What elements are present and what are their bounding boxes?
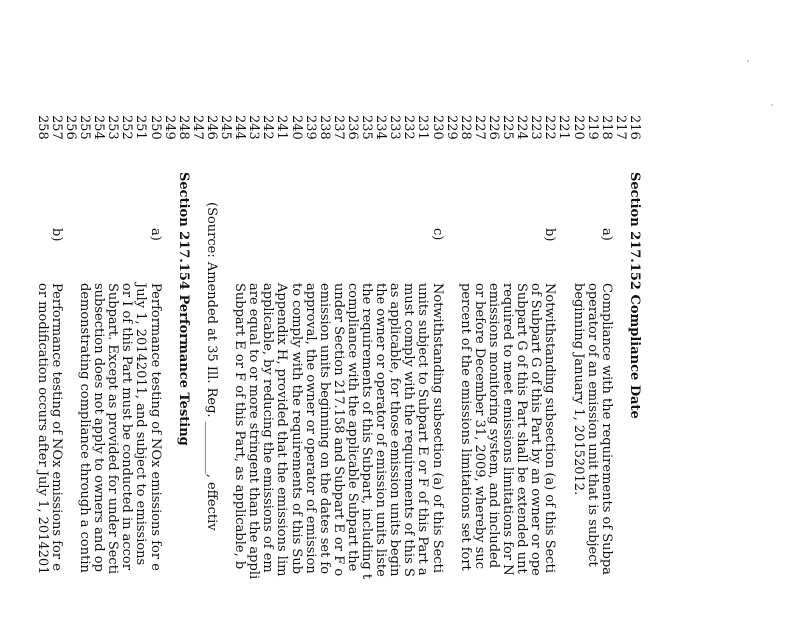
document-line <box>487 0 500 618</box>
line-number: 216 <box>627 115 642 140</box>
line-number: 248 <box>175 115 191 140</box>
line-number: 230 <box>429 115 445 140</box>
document-line <box>388 0 401 618</box>
document-line <box>50 0 63 618</box>
line-number: 217 <box>612 115 628 140</box>
line-text: under Section 217.158 and Subpart E or F o <box>330 283 346 577</box>
line-number: 252 <box>119 115 135 140</box>
line-number: 224 <box>514 115 530 140</box>
document-line <box>205 0 218 618</box>
line-text: as applicable, for those emission units begin <box>387 283 403 577</box>
document-line <box>445 0 458 618</box>
line-text: Appendix H, provided that the emissions lim <box>274 283 290 577</box>
line-number: 235 <box>359 115 375 140</box>
document-line <box>402 0 415 618</box>
document-line <box>431 0 444 618</box>
line-number: 229 <box>443 115 459 140</box>
line-text: compliance with the applicable Subpart the <box>345 283 360 572</box>
line-number: 239 <box>302 115 318 140</box>
document-line <box>261 0 274 618</box>
document-line <box>78 0 91 618</box>
line-number: 220 <box>570 115 586 140</box>
document-line <box>501 0 514 618</box>
document-line <box>473 0 486 618</box>
document-line <box>346 0 359 618</box>
line-number: 258 <box>34 115 50 140</box>
document-line <box>191 0 204 618</box>
subsection-label: c) <box>429 228 445 241</box>
line-number: 251 <box>133 115 149 140</box>
line-number: 238 <box>316 115 332 140</box>
line-text: emission units beginning on the dates set fo <box>316 283 332 575</box>
line-text: or modification occurs after July 1, 2014201 <box>34 283 50 575</box>
document-line <box>628 0 641 618</box>
document-line <box>149 0 162 618</box>
line-text: beginning January 1, 20152012. <box>570 283 586 496</box>
line-number: 250 <box>147 115 163 140</box>
line-text: approval, the owner or operator of emission <box>302 283 318 574</box>
document-line <box>614 0 627 618</box>
line-text: units subject to Subpart E or F of this Part a <box>415 283 431 576</box>
line-text: demonstrating compliance through a contin <box>77 283 93 573</box>
line-text: Subpart E or F of this Part, as applicable, b <box>232 283 248 570</box>
line-text: the owner or operator of emission units liste <box>373 283 389 577</box>
line-text: the requirements of this Subpart, including t <box>359 283 375 580</box>
document-line <box>600 0 613 618</box>
line-text: Notwithstanding subsection (a) of this Secti <box>429 283 445 573</box>
document-line <box>92 0 105 618</box>
line-number: 227 <box>471 115 487 140</box>
line-number: 234 <box>373 115 389 140</box>
document-line <box>163 0 176 618</box>
line-text: subsection does not apply to owners and op <box>91 283 107 572</box>
document-line <box>177 0 190 618</box>
line-text: or before December 31, 2009, whereby suc <box>471 283 487 570</box>
line-text: Compliance with the requirements of Subpa <box>598 283 614 575</box>
document-line <box>360 0 373 618</box>
document-line <box>276 0 289 618</box>
line-text: emissions monitoring system, and included <box>486 283 501 569</box>
document-line <box>572 0 585 618</box>
line-number: 231 <box>415 115 431 140</box>
line-number: 253 <box>105 115 121 140</box>
line-text: operator of an emission unit that is subject <box>584 283 600 567</box>
line-number: 233 <box>387 115 403 140</box>
document-line <box>64 0 77 618</box>
line-number: 255 <box>77 115 93 140</box>
line-number: 232 <box>401 115 417 140</box>
line-text: percent of the emissions limitations set fort <box>457 283 473 571</box>
line-number: 243 <box>246 115 262 140</box>
document-line <box>290 0 303 618</box>
line-number: 218 <box>598 115 614 140</box>
document-line <box>374 0 387 618</box>
section-heading: Section 217.152 Compliance Date <box>627 172 642 419</box>
document-line <box>219 0 232 618</box>
line-text: Performance testing of NOx emissions for e <box>147 283 163 571</box>
subsection-label: b) <box>48 228 64 242</box>
document-line <box>558 0 571 618</box>
line-text: applicable, by reducing the emissions of em <box>260 283 276 573</box>
document-line <box>586 0 599 618</box>
scan-speck <box>747 60 749 62</box>
subsection-label: b) <box>542 228 558 242</box>
line-text: or I of this Part must be conducted in accor <box>119 283 135 570</box>
line-number: 247 <box>189 115 205 140</box>
line-number: 245 <box>218 115 234 140</box>
line-number: 223 <box>528 115 544 140</box>
line-number: 228 <box>457 115 473 140</box>
document-line <box>515 0 528 618</box>
line-number: 249 <box>161 115 177 140</box>
line-number: 237 <box>330 115 346 140</box>
document-line <box>233 0 246 618</box>
document-line <box>417 0 430 618</box>
line-text: July 1, 20142011, and subject to emissions <box>133 283 149 566</box>
document-line <box>318 0 331 618</box>
document-line <box>247 0 260 618</box>
line-number: 246 <box>204 115 219 140</box>
line-text: Performance testing of NOx emissions for e <box>48 283 64 571</box>
line-text: required to meet emissions limitations for N <box>500 283 516 576</box>
document-line <box>332 0 345 618</box>
line-number: 242 <box>260 115 276 140</box>
line-text: (Source: Amended at 35 Ill. Reg. ________, effectiv <box>204 202 219 531</box>
line-number: 219 <box>584 115 600 140</box>
line-number: 244 <box>232 115 248 140</box>
document-line <box>135 0 148 618</box>
line-text: are equal to or more stringent than the appli <box>246 283 262 580</box>
line-text: Subpart G of this Part shall be extended unt <box>514 283 530 574</box>
line-text: to comply with the requirements of this Sub <box>288 283 304 575</box>
line-number: 225 <box>500 115 516 140</box>
scan-speck <box>771 104 773 106</box>
line-text: must comply with the requirements of this S <box>401 283 417 577</box>
document-line <box>543 0 556 618</box>
line-number: 221 <box>556 115 572 140</box>
line-number: 236 <box>345 115 360 140</box>
line-number: 254 <box>91 115 107 140</box>
line-text: Subpart. Except as provided for under Secti <box>105 283 121 575</box>
document-line <box>304 0 317 618</box>
document-line <box>36 0 49 618</box>
line-text: of Subpart G of this Part by an owner or ope <box>528 283 544 576</box>
document-line <box>459 0 472 618</box>
line-number: 241 <box>274 115 290 140</box>
document-line <box>106 0 119 618</box>
line-number: 240 <box>288 115 304 140</box>
subsection-label: a) <box>147 228 163 241</box>
line-number: 226 <box>486 115 501 140</box>
section-heading: Section 217.154 Performance Testing <box>175 172 191 446</box>
line-number: 256 <box>63 115 78 140</box>
line-text: Notwithstanding subsection (a) of this Secti <box>542 283 558 573</box>
subsection-label: a) <box>598 228 614 241</box>
document-line <box>120 0 133 618</box>
document-line <box>529 0 542 618</box>
line-number: 222 <box>542 115 558 140</box>
line-number: 257 <box>48 115 64 140</box>
